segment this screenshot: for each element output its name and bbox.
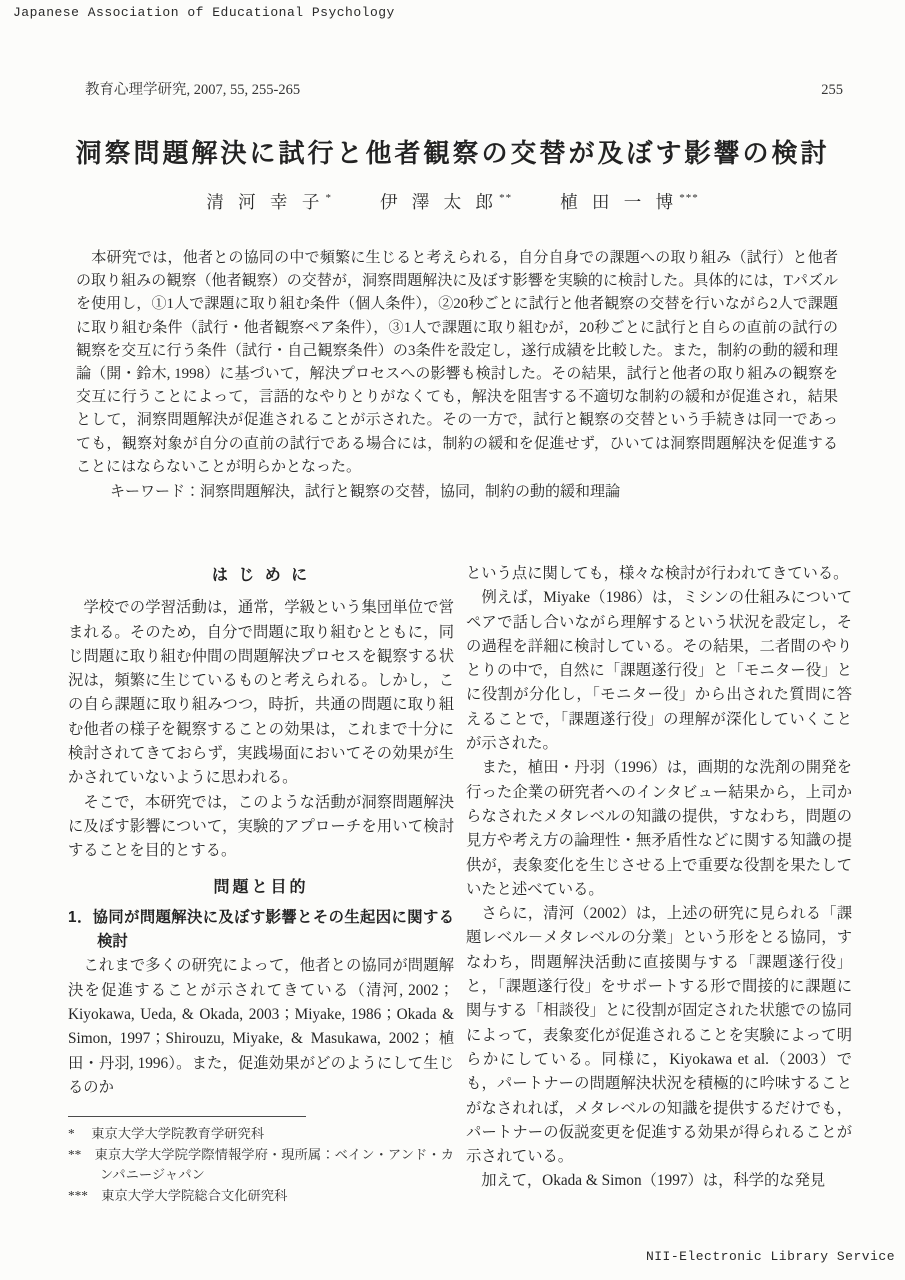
intro-paragraph-2: そこで，本研究では，このような活動が洞察問題解決に及ぼす影響について，実験的アプローチを用いて検討することを目的とする。 bbox=[68, 793, 454, 860]
footnote-1: * 東京大学大学院教育学研究科 bbox=[68, 1126, 265, 1142]
section-heading-problem-purpose: 問題と目的 bbox=[213, 878, 309, 896]
right-paragraph-2: 例えば，Miyake（1986）は，ミシンの仕組みについてペアで話し合いながら理解するという状況を設定し，その過程を詳細に検討している。その結果，二者間のやりとりの中で，自然に「課題遂行役」と「モニター役」とに役割が分化し，「モニター役」から出された質問に答えることで，「課題遂行役」の理解が深化していくことが示された。 bbox=[466, 589, 852, 753]
author-1 bbox=[206, 189, 332, 214]
footnote-2: ** 東京大学大学院学際情報学府・現所属：ベイン・アンド・カンパニージャパン bbox=[68, 1146, 454, 1183]
footnotes bbox=[68, 1124, 454, 1206]
right-paragraph-1: という点に関しても，様々な検討が行われてきている。 bbox=[466, 565, 849, 582]
author-2-name: 伊 澤 太 郎 bbox=[379, 192, 499, 212]
abstract-block bbox=[76, 247, 838, 504]
paper-title: 洞察問題解決に試行と他者観察の交替が及ぼす影響の検討 bbox=[75, 139, 830, 169]
keywords-line: キーワード：洞察問題解決，試行と観察の交替，協同，制約の動的緩和理論 bbox=[110, 484, 621, 501]
author-3-name: 植 田 一 博 bbox=[560, 192, 679, 212]
author-2 bbox=[380, 189, 512, 214]
author-1-name: 清 河 幸 子 bbox=[206, 192, 325, 212]
right-paragraph-5: 加えて，Okada & Simon（1997）は，科学的な発見 bbox=[466, 1172, 826, 1190]
journal-citation: 教育心理学研究, 2007, 55, 255-265 bbox=[85, 82, 301, 98]
author-1-affiliation-mark: * bbox=[325, 192, 332, 205]
author-line bbox=[0, 189, 905, 214]
left-column bbox=[68, 562, 454, 1207]
subsection-1-paragraph: これまで多くの研究によって，他者との協同が問題解決を促進することが示されてきている（清河, 2002；Kiyokawa, Ueda, & Okada, 2003；Miyake, 1986；Okada & Simon, 1997；Shirouzu, Miyake, & Masukawa, 2002；植田・丹羽, 1996）。また，促進効果がどのようにして生じるのか bbox=[68, 957, 454, 1096]
right-paragraph-4: さらに，清河（2002）は，上述の研究に見られる「課題レベル－メタレベルの分業」という形をとる協同，すなわち，問題解決活動に直接関与する「課題遂行役」と，「課題遂行役」をサポートする形で間接的に課題に関与する「相談役」とに役割が固定された状態での協同によって，表象変化が促進されることを実験によって明らかにしている。同様に，Kiyokawa et al.（2003）でも，パートナーの問題解決状況を積極的に吟味することがなされれば，メタレベルの知識を提供するだけでも，パートナーの仮説変更を促進する効果が得られることが示されている。 bbox=[466, 905, 852, 1166]
author-2-affiliation-mark: ** bbox=[499, 192, 513, 205]
right-column bbox=[466, 562, 852, 1207]
page-number: 255 bbox=[821, 82, 843, 98]
footnote-divider bbox=[68, 1116, 306, 1117]
library-header: Japanese Association of Educational Psychology bbox=[13, 5, 395, 20]
nii-footer: NII-Electronic Library Service bbox=[645, 1249, 895, 1264]
right-paragraph-3: また，植田・丹羽（1996）は，画期的な洗剤の開発を行った企業の研究者へのインタビュー結果から，上司からなされたメタレベルの知識の提供，すなわち，問題の見方や考え方の論理性・無矛盾性などに関する知識の提供が，表象変化を生じさせる上で重要な役割を果たしていたと述べている。 bbox=[466, 759, 852, 898]
abstract-text: 本研究では，他者との協同の中で頻繁に生じると考えられる，自分自身での課題への取り組み（試行）と他者の取り組みの観察（他者観察）の交替が，洞察問題解決に及ぼす影響を実験的に検討した。具体的には，Tパズルを使用し，①1人で課題に取り組む条件（個人条件），②20秒ごとに試行と他者観察の交替を行いながら2人で課題に取り組む条件（試行・他者観察ペア条件），③1人で課題に取り組むが，20秒ごとに試行と自らの直前の試行の観察を交互に行う条件（試行・自己観察条件）の3条件を設定し，遂行成績を比較した。また，制約の動的緩和理論（開・鈴木, 1998）に基づいて，解決プロセスへの影響も検討した。その結果，試行と他者の取り組みの観察を交互に行うことによって，言語的なやりとりがなくても，解決を阻害する不適切な制約の緩和が促進され，結果として，洞察問題解決が促進されることが示された。その一方で，試行と観察の交替という手続きは同一であっても，観察対象が自分の直前の試行である場合には，制約の緩和を促進せず，ひいては洞察問題解決を促進することにはならないことが明らかとなった。 bbox=[76, 250, 838, 475]
author-3-affiliation-mark: *** bbox=[679, 192, 699, 205]
footnote-3: *** 東京大学大学院総合文化研究科 bbox=[68, 1188, 288, 1204]
masthead bbox=[85, 78, 843, 99]
author-3 bbox=[560, 189, 699, 214]
section-heading-introduction: は じ め に bbox=[211, 567, 311, 584]
intro-paragraph-1: 学校での学習活動は，通常，学級という集団単位で営まれる。そのため，自分で問題に取り組むとともに，同じ問題に取り組む仲間の問題解決プロセスを観察する状況は，頻繁に生じているものと考えられる。しかし，この自ら課題に取り組みつつ，時折，共通の問題に取り組む他者の様子を観察することの効果は，これまで十分に検討されてきておらず，実践場面においてその効果が生かされていないように思われる。 bbox=[68, 599, 454, 787]
body-columns bbox=[68, 562, 852, 1207]
subsection-1-heading: 1．協同が問題解決に及ぼす影響とその生起因に関する検討 bbox=[68, 908, 454, 951]
